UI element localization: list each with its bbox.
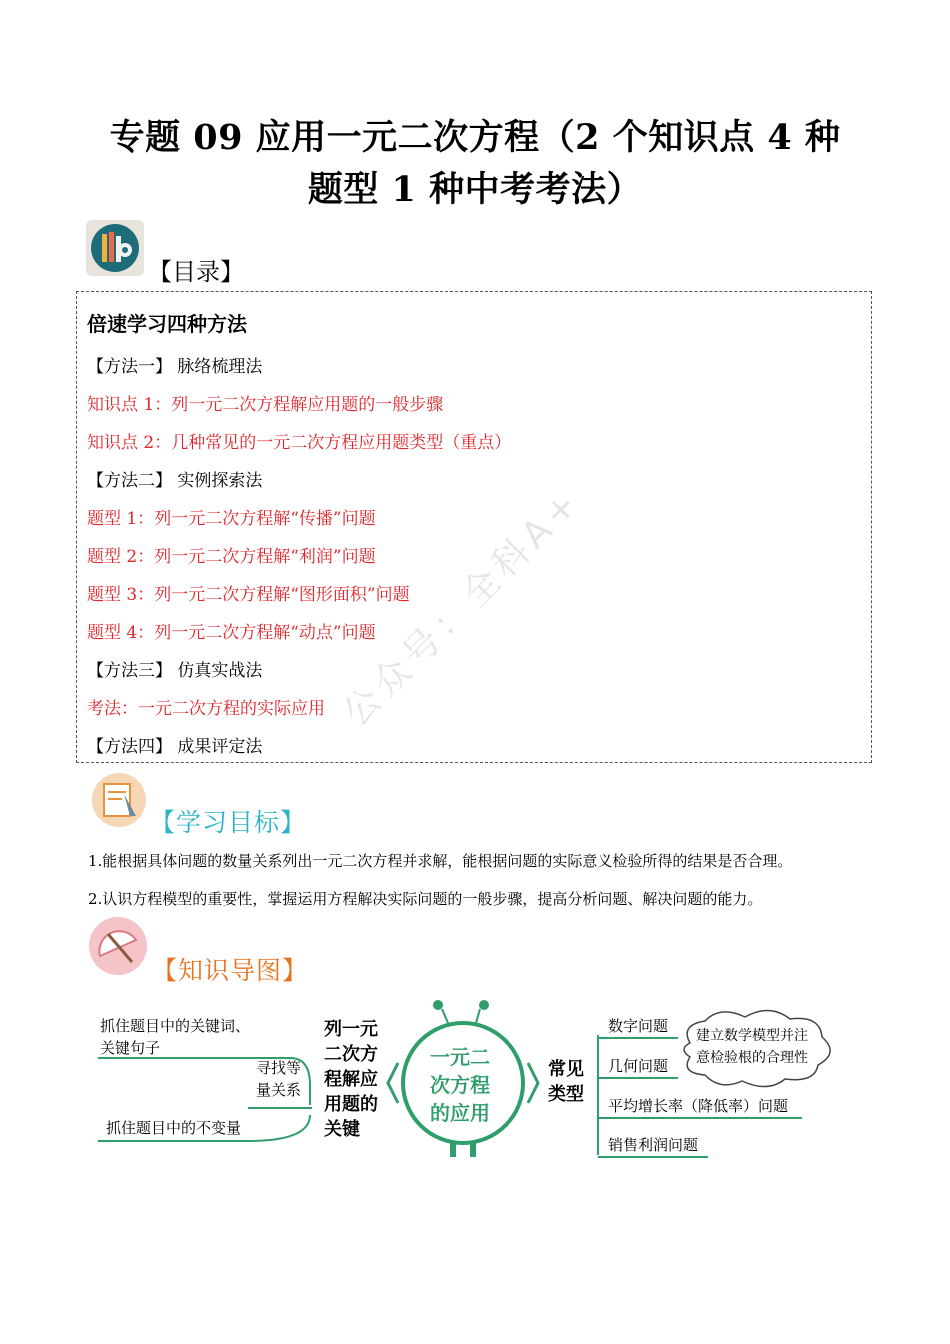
toc-item: 题型 4：列一元二次方程解“动点”问题 (87, 623, 376, 643)
mm-left-2: 抓住题目中的不变量 (106, 1119, 242, 1137)
mm-common-2: 类型 (548, 1084, 584, 1105)
toc-title: 倍速学习四种方法 (87, 312, 247, 336)
toc-item: 【方法三】 仿真实战法 (87, 661, 263, 681)
toc-item: 题型 1：列一元二次方程解“传播”问题 (87, 509, 376, 529)
toc-item: 题型 3：列一元二次方程解“图形面积”问题 (87, 585, 410, 605)
mm-left-1b: 关键句子 (100, 1039, 161, 1057)
watermark: 公众号：全科A+ (335, 480, 591, 735)
mm-key-5: 关键 (324, 1119, 360, 1140)
mm-left-1a: 抓住题目中的关键词、 (100, 1017, 251, 1035)
mm-find-2: 量关系 (256, 1081, 302, 1099)
toc-item: 题型 2：列一元二次方程解“利润”问题 (87, 547, 376, 567)
mm-find-1: 寻找等 (256, 1059, 302, 1077)
books-icon (86, 220, 144, 276)
mm-center-2: 次方程 (430, 1073, 490, 1097)
toc-item: 知识点 1：列一元二次方程解应用题的一般步骤 (87, 395, 444, 415)
mm-common (548, 1057, 584, 1107)
goals-heading: 【学习目标】 (150, 808, 307, 837)
toc-item: 【方法四】 成果评定法 (87, 737, 263, 757)
mm-type-3: 平均增长率（降低率）问题 (608, 1097, 789, 1115)
mm-type-2: 几何问题 (608, 1057, 669, 1075)
mm-common-1: 常见 (548, 1059, 584, 1080)
page-title (60, 112, 890, 216)
toc-item: 【方法一】 脉络梳理法 (87, 357, 263, 377)
toc-heading: 【目录】 (148, 258, 244, 286)
goal-item-2: 2.认识方程模型的重要性，掌握运用方程解决实际问题的一般步骤，提高分析问题、解决问题的能力。 (88, 890, 763, 908)
mm-center (430, 1043, 490, 1127)
mm-center-3: 的应用 (430, 1101, 490, 1125)
goal-item-1: 1.能根据具体问题的数量关系列出一元二次方程并求解，能根据问题的实际意义检验所得的结果是否合理。 (88, 852, 793, 870)
mm-key-block (324, 1017, 378, 1142)
title-line-2: 题型 1 种中考考法） (307, 169, 643, 210)
toc-item: 考法：一元二次方程的实际应用 (87, 699, 325, 719)
mm-cloud-2: 意检验根的合理性 (696, 1050, 808, 1066)
toc-item: 知识点 2：几种常见的一元二次方程应用题类型（重点） (87, 433, 512, 453)
toc-item: 【方法二】 实例探索法 (87, 471, 263, 491)
mm-cloud-1: 建立数学模型并注 (696, 1028, 808, 1044)
mm-key-3: 程解应 (324, 1069, 378, 1090)
title-line-1: 专题 09 应用一元二次方程（2 个知识点 4 种 (109, 117, 841, 158)
mm-key-4: 用题的 (324, 1094, 378, 1115)
drafting-icon (90, 772, 148, 828)
mm-key-1: 列一元 (324, 1019, 378, 1040)
mind-map (80, 995, 840, 1175)
toc-box (76, 291, 872, 763)
mm-type-1: 数字问题 (608, 1017, 669, 1035)
mm-type-4: 销售利润问题 (608, 1136, 699, 1154)
protractor-icon (88, 916, 148, 976)
mm-key-2: 二次方 (324, 1044, 378, 1065)
mindmap-heading: 【知识导图】 (152, 956, 309, 985)
mm-center-1: 一元二 (430, 1045, 490, 1069)
